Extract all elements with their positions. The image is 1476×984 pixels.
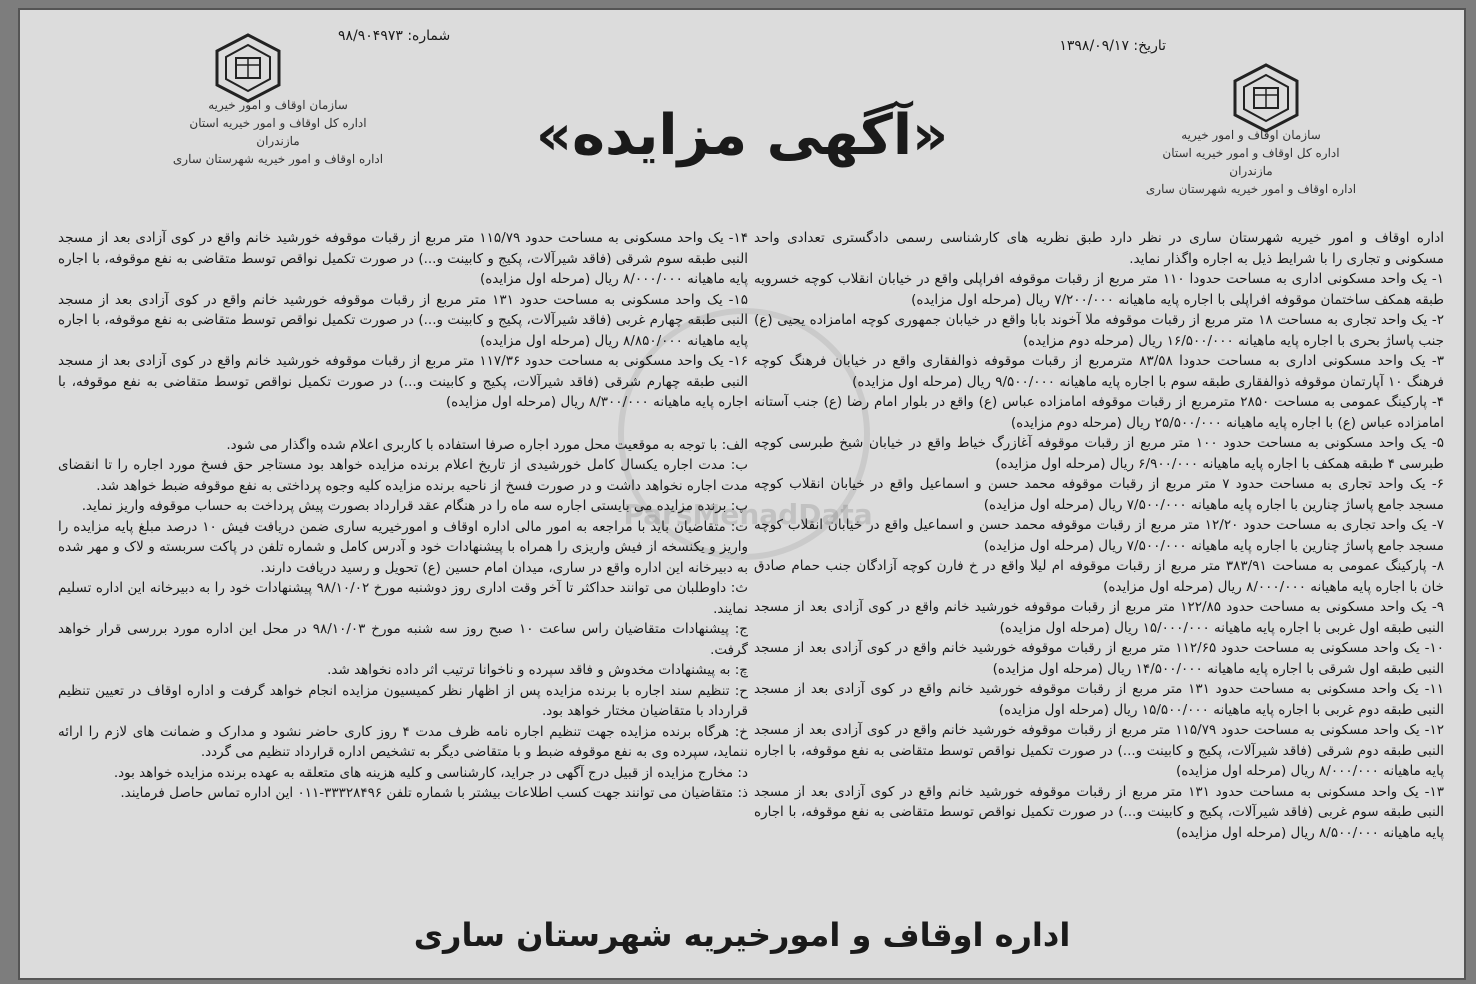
condition-item: د: مخارج مزایده از قبیل درج آگهی در جراید، کارشناسی و کلیه هزینه های متعلقه به عهده برنده مزایده خواهد بود.	[113, 764, 748, 781]
condition-item: چ: به پیشنهادات مخدوش و فاقد سپرده و ناخوانا ترتیب اثر داده نخواهد شد.	[327, 662, 748, 678]
notice-page	[18, 8, 1466, 980]
org-line: اداره کل اوقاف و امور خیریه استان مازندران	[189, 116, 367, 148]
condition-item: الف: با توجه به موقعیت محل مورد اجاره صرفا استفاده با کاربری اعلام شده واگذار می شود.	[226, 436, 748, 453]
org-line: اداره اوقاف و امور خیریه شهرستان ساری	[172, 152, 384, 166]
list-item: ۱۶- یک واحد مسکونی به مساحت حدود ۱۱۷/۳۶ متر مربع از رقبات موقوفه خورشید خانم واقع در کوی آزادی بعد از مسجد النبی طبقه چهارم شرقی (فاقد شیرآلات، پکیج و کابینت و...) در صورت تکمیل نواقص توسط متقاضی به نفع موقوفه، با اجاره پایه ماهیانه ۸/۳۰۰/۰۰۰ ریال (مرحله اول مزایده)	[58, 353, 748, 410]
condition-item: ذ: متقاضیان می توانند جهت کسب اطلاعات بیشتر با شماره تلفن ۳۳۳۲۸۴۹۶-۰۱۱ این اداره تماس حاصل فرمایند.	[120, 785, 748, 801]
notice-title: «آگهی مزایده»	[535, 103, 949, 168]
condition-item: ب: مدت اجاره یکسال کامل خورشیدی از تاریخ اعلام برنده مزایده خواهد بود مستاجر حق فسخ مورد اجاره را تا انقضای مدت اجاره نخواهد داشت و در صورت فسخ از ناحیه برنده مزایده کلیه وجوه پرداختی به نفع موقوفه ضبط خواهد شد.	[58, 457, 748, 494]
list-item: ۳- یک واحد مسکونی اداری به مساحت حدودا ۸۳/۵۸ مترمربع از رقبات موقوفه ذوالفقاری واقع در خیابان فرهنگ کوچه فرهنگ ۱۰ آپارتمان موقوفه ذوالفقاری طبقه سوم با اجاره پایه ماهیانه ۹/۵۰۰/۰۰۰ ریال (مرحله اول مزایده)	[754, 353, 1444, 390]
paragraph: اداره اوقاف و امور خیریه شهرستان ساری در نظر دارد طبق نظریه های کارشناسی رسمی دادگستری تعدادی واحد مسکونی و تجاری را با شرایط ذیل به اجاره واگذار نماید.	[754, 230, 1444, 267]
list-item: ۵- یک واحد مسکونی به مساحت حدود ۱۰۰ متر مربع از رقبات موقوفه آغازرگ خیاط واقع در خیابان شیخ طبرسی کوچه طبرسی ۴ طبقه همکف با اجاره پایه ماهیانه ۶/۹۰۰/۰۰۰ ریال (مرحله اول مزایده)	[754, 435, 1444, 472]
notice-header	[18, 8, 1466, 228]
condition-item: ت: متقاضیان باید با مراجعه به امور مالی اداره اوقاف و امورخیریه ساری ضمن دریافت فیش ۱۰ درصد مبلغ پایه مزایده را واریز و یکنسخه از فیش واریزی را همراه با پیشنهادات خود و آدرس کامل و شماره تلفن در پاکت سربسته و لاک و مهر شده به دبیرخانه این اداره واقع در ساری، میدان امام حسین (ع) تحویل و رسید دریافت دارند.	[58, 518, 748, 576]
list-item: ۹- یک واحد مسکونی به مساحت حدود ۱۲۲/۸۵ متر مربع از رقبات موقوفه خورشید خانم واقع در کوی آزادی بعد از مسجد النبی طبقه اول غربی با اجاره پایه ماهیانه ۱۵/۰۰۰/۰۰۰ ریال (مرحله اول مزایده)	[754, 599, 1444, 636]
number-line: شماره: ۹۸/۹۰۴۹۷۳	[338, 28, 451, 44]
condition-item: ج: پیشنهادات متقاضیان راس ساعت ۱۰ صبح روز سه شنبه مورخ ۹۸/۱۰/۰۳ در محل این اداره مورد بررسی قرار خواهد گرفت.	[58, 621, 748, 658]
list-item: ۱۰- یک واحد مسکونی به مساحت حدود ۱۱۲/۶۵ متر مربع از رقبات موقوفه خورشید خانم واقع در کوی آزادی بعد از مسجد النبی طبقه اول شرقی با اجاره پایه ماهیانه ۱۴/۵۰۰/۰۰۰ ریال (مرحله اول مزایده)	[754, 640, 1444, 677]
list-item: ۸- پارکینگ عمومی به مساحت ۳۸۳/۹۱ متر مربع از رقبات موقوفه ام لیلا واقع در خ فارن کوچه آزادگان جنب حمام صادق خان با اجاره پایه ماهیانه ۸/۰۰۰/۰۰۰ ریال (مرحله اول مزایده)	[754, 558, 1444, 595]
list-item: ۱۱- یک واحد مسکونی به مساحت حدود ۱۳۱ متر مربع از رقبات موقوفه خورشید خانم واقع در کوی آزادی بعد از مسجد النبی طبقه دوم غربی با اجاره پایه ماهیانه ۱۵/۵۰۰/۰۰۰ ریال (مرحله اول مزایده)	[754, 681, 1444, 718]
date-line: تاریخ: ۱۳۹۸/۰۹/۱۷	[1059, 38, 1166, 54]
list-item: ۱۳- یک واحد مسکونی به مساحت حدود ۱۳۱ متر مربع از رقبات موقوفه خورشید خانم واقع در کوی آزادی بعد از مسجد النبی طبقه سوم غربی (فاقد شیرآلات، پکیج و کابینت و...) در صورت تکمیل نواقص توسط متقاضی به نفع موقوفه، با اجاره پایه ماهیانه ۸/۵۰۰/۰۰۰ ریال (مرحله اول مزایده)	[754, 783, 1444, 841]
condition-item: ح: تنظیم سند اجاره با برنده مزایده پس از اظهار نظر کمیسیون مزایده انجام خواهد گرفت و اداره اوقاف در تعیین تنظیم قرارداد با متقاضیان مختار خواهد بود.	[58, 682, 748, 719]
org-line: سازمان اوقاف و امور خیریه	[208, 98, 348, 112]
condition-item: خ: هرگاه برنده مزایده جهت تنظیم اجاره نامه ظرف مدت ۴ روز کاری حاضر نشود و مدارک و ضمانت های لازم را ارائه ننماید، سپرده وی به نفع موقوفه ضبط و با متقاضی دیگر به تشخیص اداره قرارداد تنظیم می گردد.	[58, 723, 748, 760]
condition-item: ث: داوطلبان می توانند حداکثر تا آخر وقت اداری روز دوشنبه مورخ ۹۸/۱۰/۰۲ پیشنهادات خود را به دبیرخانه این اداره تسلیم نمایند.	[58, 580, 748, 617]
list-item: ۷- یک واحد تجاری به مساحت حدود ۱۲/۲۰ متر مربع از رقبات موقوفه محمد حسن و اسماعیل واقع در خیابان انقلاب کوچه مسجد جامع پاساژ چنارین با اجاره پایه ماهیانه ۷/۵۰۰/۰۰۰ ریال (مرحله اول مزایده)	[754, 517, 1444, 554]
right-column	[754, 228, 1444, 843]
list-item: ۱۵- یک واحد مسکونی به مساحت حدود ۱۳۱ متر مربع از رقبات موقوفه خورشید خانم واقع در کوی آزادی بعد از مسجد النبی طبقه چهارم غربی (فاقد شیرآلات، پکیج و کابینت و...) در صورت تکمیل نواقص توسط متقاضی به نفع موقوفه، با اجاره پایه ماهیانه ۸/۸۵۰/۰۰۰ ریال (مرحله اول مزایده)	[58, 291, 748, 349]
spacer	[58, 413, 748, 435]
footer-signature: اداره اوقاف و امورخیریه شهرستان ساری	[413, 916, 1071, 954]
condition-item: پ: برنده مزایده می بایستی اجاره سه ماه را در هنگام عقد قرارداد بصورت پیش پرداخت به حساب موقوفه واریز نماید.	[81, 498, 748, 514]
list-item: ۱۲- یک واحد مسکونی به مساحت حدود ۱۱۵/۷۹ متر مربع از رقبات موقوفه خورشید خانم واقع در کوی آزادی بعد از مسجد النبی طبقه دوم شرقی (فاقد شیرآلات، پکیج و کابینت و...) در صورت تکمیل نواقص توسط متقاضی به نفع موقوفه، با اجاره پایه ماهیانه ۸/۰۰۰/۰۰۰ ریال (مرحله اول مزایده)	[754, 722, 1444, 779]
org-line: اداره اوقاف و امور خیریه شهرستان ساری	[1145, 182, 1357, 196]
list-item: ۱۴- یک واحد مسکونی به مساحت حدود ۱۱۵/۷۹ متر مربع از رقبات موقوفه خورشید خانم واقع در کوی آزادی بعد از مسجد النبی طبقه سوم شرقی (فاقد شیرآلات، پکیج و کابینت و...) در صورت تکمیل نواقص توسط متقاضی به نفع موقوفه، با اجاره پایه ماهیانه ۸/۰۰۰/۰۰۰ ریال (مرحله اول مزایده)	[58, 230, 748, 287]
awqaf-emblem-icon	[213, 33, 283, 103]
org-line: اداره کل اوقاف و امور خیریه استان مازندران	[1162, 146, 1340, 178]
list-item: ۲- یک واحد تجاری به مساحت ۱۸ متر مربع از رقبات موقوفه ملا آخوند بابا واقع در خیابان جمهوری کوچه امامزاده یحیی (ع) جنب پاساژ بحری با اجاره پایه ماهیانه ۱۶/۵۰۰/۰۰۰ ریال (مرحله دوم مزایده)	[754, 312, 1444, 349]
list-item: ۴- پارکینگ عمومی به مساحت ۲۸۵۰ مترمربع از رقبات موقوفه امامزاده عباس (ع) واقع در بلوار امام رضا (ع) جنب آستانه امامزاده عباس (ع) با اجاره پایه ماهیانه ۲۵/۵۰۰/۰۰۰ ریال (مرحله دوم مزایده)	[754, 394, 1444, 431]
list-item: ۱- یک واحد مسکونی اداری به مساحت حدودا ۱۱۰ متر مربع از رقبات موقوفه افراپلی واقع در خیابان انقلاب کوچه خسرویه طبقه همکف ساختمان موقوفه افراپلی با اجاره پایه ماهیانه ۷/۲۰۰/۰۰۰ ریال (مرحله اول مزایده)	[754, 271, 1444, 308]
org-line: سازمان اوقاف و امور خیریه	[1181, 128, 1321, 142]
left-column	[58, 228, 748, 804]
watermark-text: ParsMenadData	[623, 498, 873, 531]
list-item: ۶- یک واحد تجاری به مساحت حدود ۷ متر مربع از رقبات موقوفه محمد حسن و اسماعیل واقع در خیابان انقلاب کوچه مسجد جامع پاساژ چنارین با اجاره پایه ماهیانه ۷/۵۰۰/۰۰۰ ریال (مرحله اول مزایده)	[754, 476, 1444, 513]
